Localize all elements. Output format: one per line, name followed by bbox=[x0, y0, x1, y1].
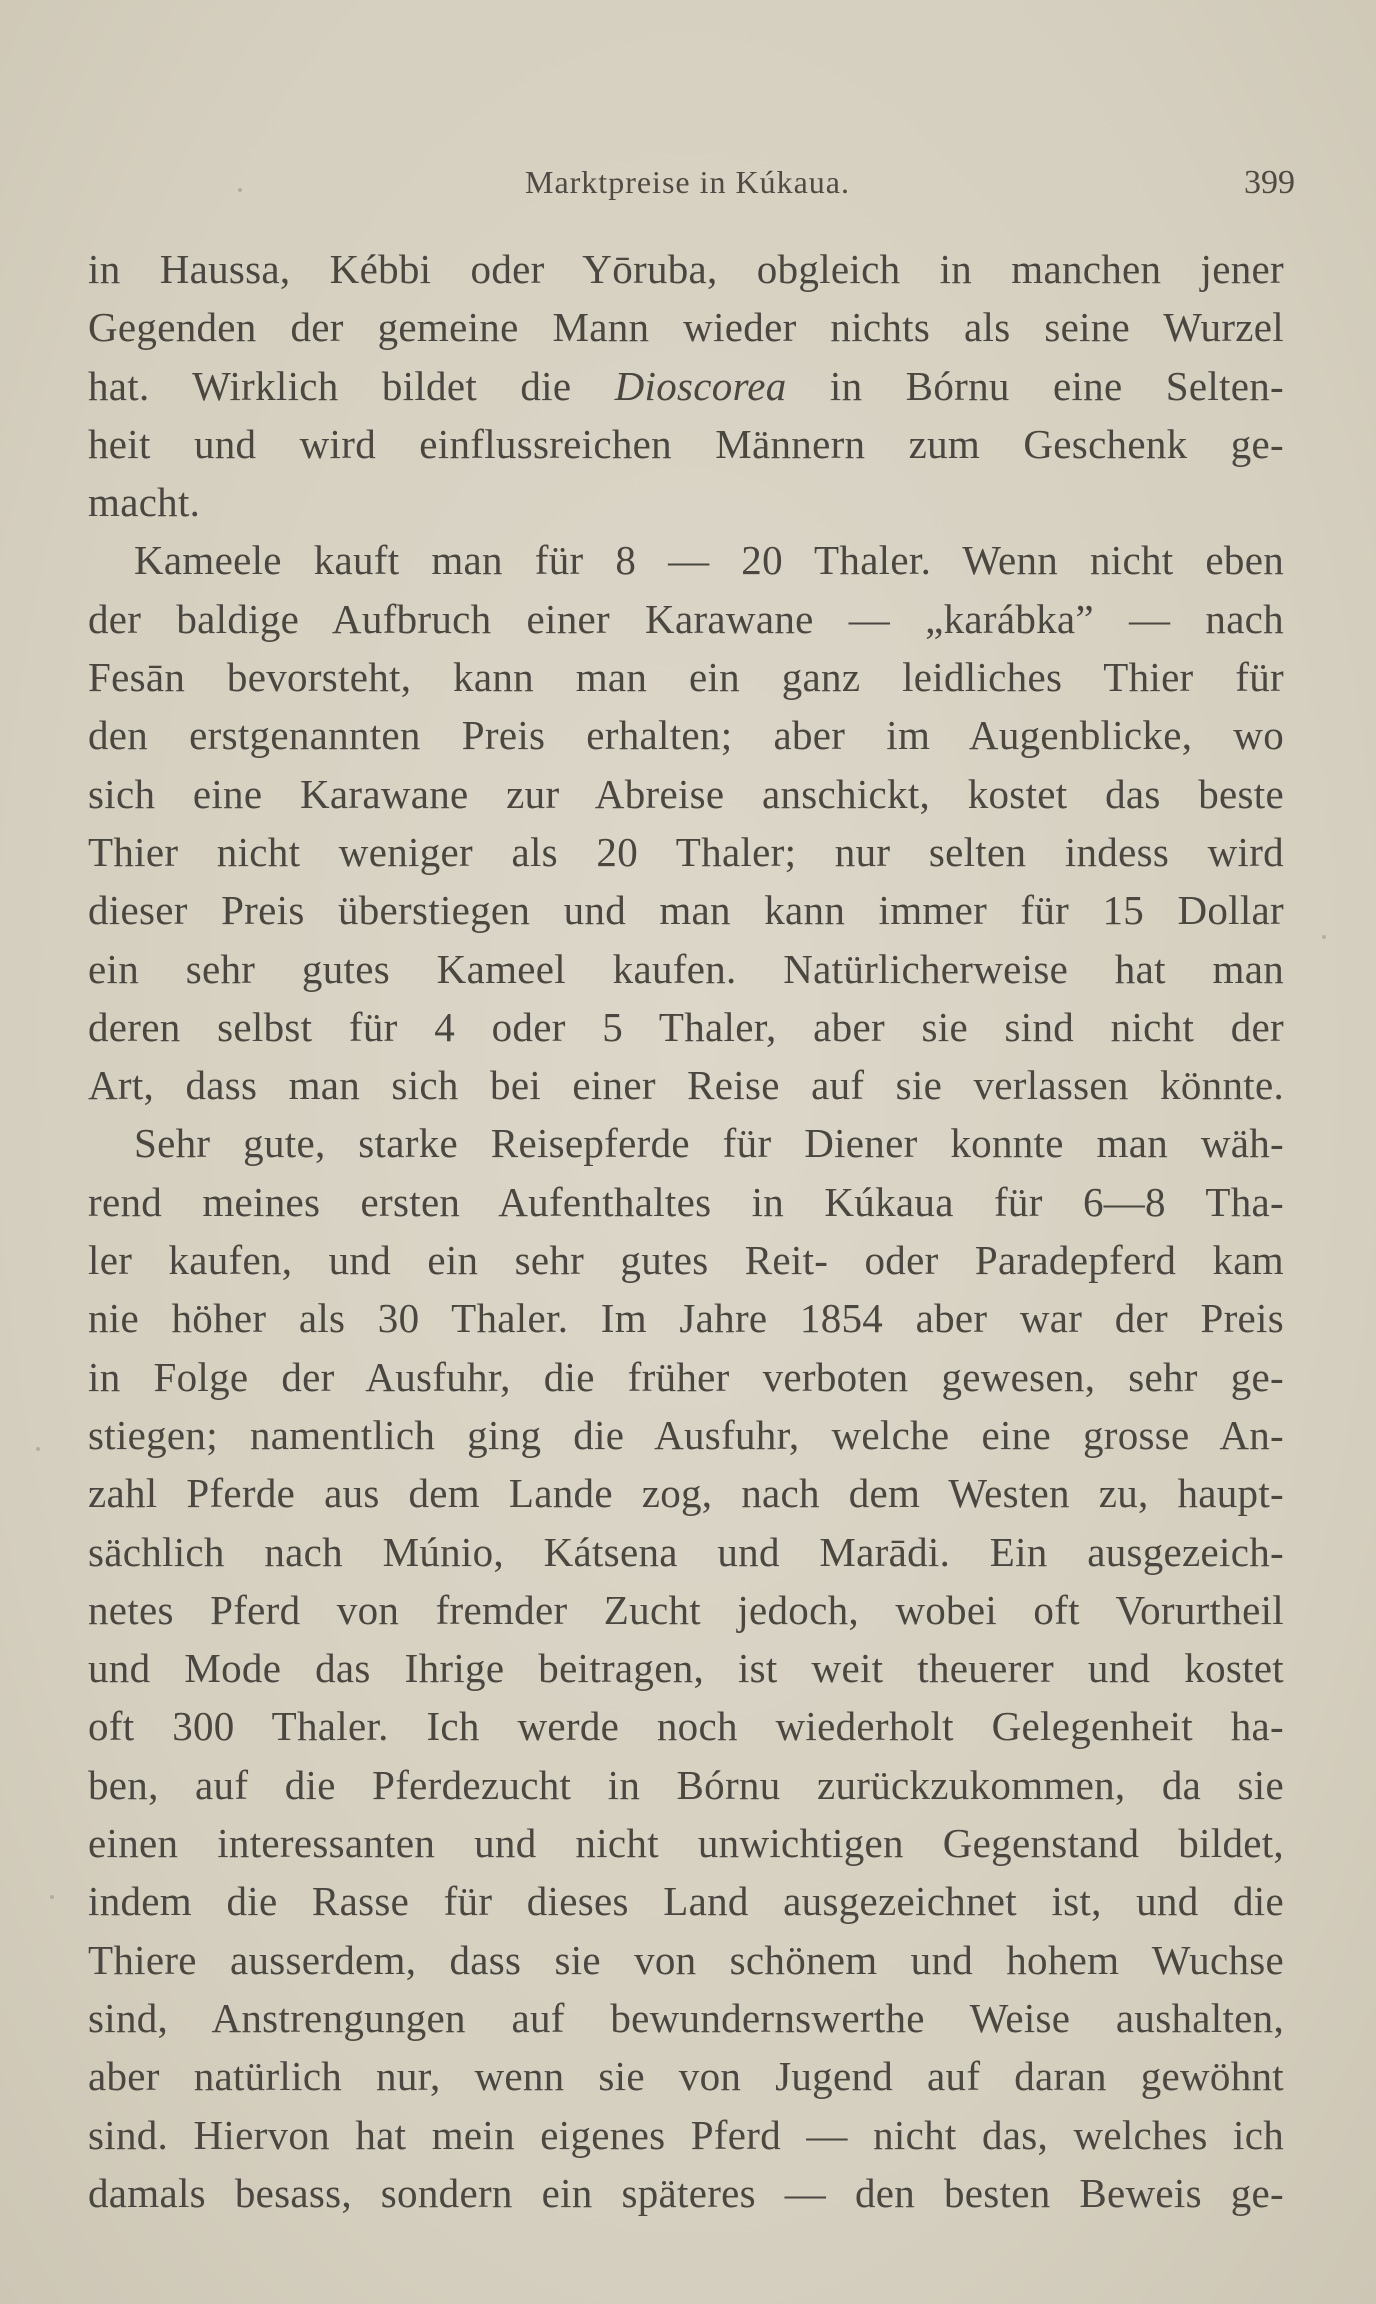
text-line: heit und wird einflussreichen Männern zum Geschenk ge- bbox=[88, 420, 1284, 467]
text-line: in Haussa, Kébbi oder Yōruba, obgleich in manchen jener bbox=[88, 246, 1284, 292]
text-line: einen interessanten und nicht unwichtigen Gegenstand bildet, bbox=[88, 1820, 1284, 1867]
text-line: Thiere ausserdem, dass sie von schönem und hohem Wuchse bbox=[88, 1936, 1284, 1983]
text-fragment: hat. Wirklich bildet die bbox=[88, 362, 615, 409]
text-line: Thier nicht weniger als 20 Thaler; nur selten indess wird bbox=[88, 828, 1284, 875]
paper-speck bbox=[1322, 935, 1326, 939]
body-text bbox=[88, 240, 1284, 2222]
text-line: den erstgenannten Preis erhalten; aber im Augenblicke, wo bbox=[88, 712, 1284, 759]
text-line: ein sehr gutes Kameel kaufen. Natürlicherweise hat man bbox=[88, 945, 1284, 992]
italic-term: Dioscorea bbox=[614, 362, 787, 409]
running-title: Marktpreise in Kúkaua. bbox=[524, 164, 850, 200]
text-line: Art, dass man sich bei einer Reise auf sie verlassen könnte. bbox=[88, 1062, 1284, 1109]
text-line: damals besass, sondern ein späteres — den besten Beweis ge- bbox=[88, 2169, 1284, 2216]
text-line: oft 300 Thaler. Ich werde noch wiederholt Gelegenheit ha- bbox=[88, 1703, 1284, 1750]
text-line: sächlich nach Múnio, Kátsena und Marādi. Ein ausgezeich- bbox=[88, 1528, 1284, 1575]
paper-speck bbox=[238, 188, 242, 192]
text-line: in Folge der Ausfuhr, die früher verboten gewesen, sehr ge- bbox=[88, 1353, 1284, 1400]
text-line: rend meines ersten Aufenthaltes in Kúkaua für 6—8 Tha- bbox=[88, 1178, 1284, 1225]
text-line: und Mode das Ihrige beitragen, ist weit theuerer und kostet bbox=[88, 1645, 1284, 1692]
text-line: netes Pferd von fremder Zucht jedoch, wobei oft Vorurtheil bbox=[88, 1586, 1284, 1633]
text-line: aber natürlich nur, wenn sie von Jugend auf daran gewöhnt bbox=[88, 2053, 1284, 2100]
text-line: dieser Preis überstiegen und man kann immer für 15 Dollar bbox=[88, 887, 1284, 934]
text-line: ben, auf die Pferdezucht in Bórnu zurückzukommen, da sie bbox=[88, 1761, 1284, 1808]
text-line: Gegenden der gemeine Mann wieder nichts als seine Wurzel bbox=[88, 304, 1284, 351]
running-head bbox=[80, 160, 1295, 210]
text-line-italic-term bbox=[88, 357, 1284, 415]
paragraph-start-line: Sehr gute, starke Reisepferde für Diener konnte man wäh- bbox=[134, 1120, 1284, 1167]
text-line: sich eine Karawane zur Abreise anschickt, kostet das beste bbox=[88, 770, 1284, 817]
text-line: ler kaufen, und ein sehr gutes Reit- oder Paradepferd kam bbox=[88, 1237, 1284, 1284]
paper-speck bbox=[36, 1447, 40, 1451]
text-line: indem die Rasse für dieses Land ausgezeichnet ist, und die bbox=[88, 1878, 1284, 1925]
paper-speck bbox=[50, 1895, 54, 1899]
paragraph-start-line: Kameele kauft man für 8 — 20 Thaler. Wenn nicht eben bbox=[134, 537, 1284, 584]
text-line: stiegen; namentlich ging die Ausfuhr, welche eine grosse An- bbox=[88, 1411, 1284, 1458]
text-line: nie höher als 30 Thaler. Im Jahre 1854 aber war der Preis bbox=[88, 1295, 1284, 1342]
text-line: sind. Hiervon hat mein eigenes Pferd — nicht das, welches ich bbox=[88, 2111, 1284, 2158]
text-line: sind, Anstrengungen auf bewundernswerthe Weise aushalten, bbox=[88, 1994, 1284, 2041]
text-line: macht. bbox=[88, 479, 201, 526]
text-line: deren selbst für 4 oder 5 Thaler, aber sie sind nicht der bbox=[88, 1003, 1284, 1050]
text-line: zahl Pferde aus dem Lande zog, nach dem Westen zu, haupt- bbox=[88, 1470, 1284, 1517]
text-line: der baldige Aufbruch einer Karawane — „karábka” — nach bbox=[88, 595, 1284, 642]
text-fragment: in Bórnu eine Selten- bbox=[786, 362, 1284, 409]
page-number: 399 bbox=[1244, 164, 1295, 201]
text-line: Fesān bevorsteht, kann man ein ganz leidliches Thier für bbox=[88, 654, 1284, 701]
